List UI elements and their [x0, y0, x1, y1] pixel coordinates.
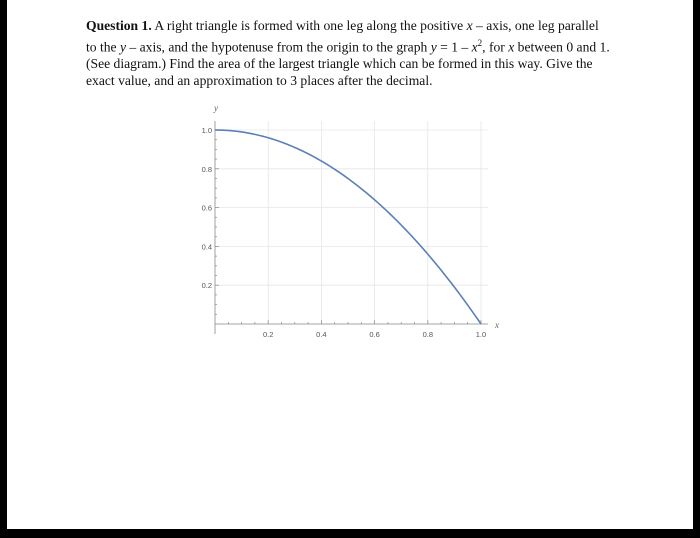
y-tick-label: 0.2 [201, 281, 212, 291]
question-line-4: exact value, and an approximation to 3 places after the decimal. [86, 72, 433, 88]
y-tick-label: 0.6 [201, 203, 212, 213]
question-label: Question 1. [86, 18, 152, 33]
x-tick-label: 0.8 [422, 330, 434, 339]
var-x: x [466, 18, 473, 33]
var-x: x [471, 39, 478, 55]
curve-series-line [215, 130, 481, 324]
question-text-span: to the [86, 39, 120, 55]
question-text-span: – axis, and the hypotenuse from the origin to the graph [126, 39, 431, 55]
y-tick-label: 1.0 [201, 126, 212, 135]
x-axis-label: x [495, 320, 499, 330]
question-text-span: , for [482, 39, 509, 55]
x-tick-label: 1.0 [475, 330, 487, 339]
y-tick-label: 0.4 [201, 242, 212, 252]
y-axis-label: y [214, 103, 218, 113]
y-tick-label: 0.8 [201, 164, 212, 174]
x-tick-label: 0.6 [369, 330, 380, 339]
function-plot [7, 0, 693, 529]
document-page [7, 0, 693, 529]
question-text-span: between 0 and 1. [514, 39, 610, 55]
exponent: 2 [477, 37, 483, 48]
question-line-3: (See diagram.) Find the area of the largest triangle which can be formed in this way. Give the [86, 56, 593, 72]
equation-text: = 1 – [436, 39, 472, 55]
question-text-span: A right triangle is formed with one leg along the positive [151, 18, 467, 33]
x-tick-label: 0.4 [316, 330, 327, 339]
var-y: y [119, 39, 127, 55]
var-y: y [430, 39, 437, 55]
question-text-span: – axis, one leg parallel [472, 18, 599, 33]
x-tick-label: 0.2 [262, 330, 274, 339]
var-x: x [508, 39, 515, 55]
